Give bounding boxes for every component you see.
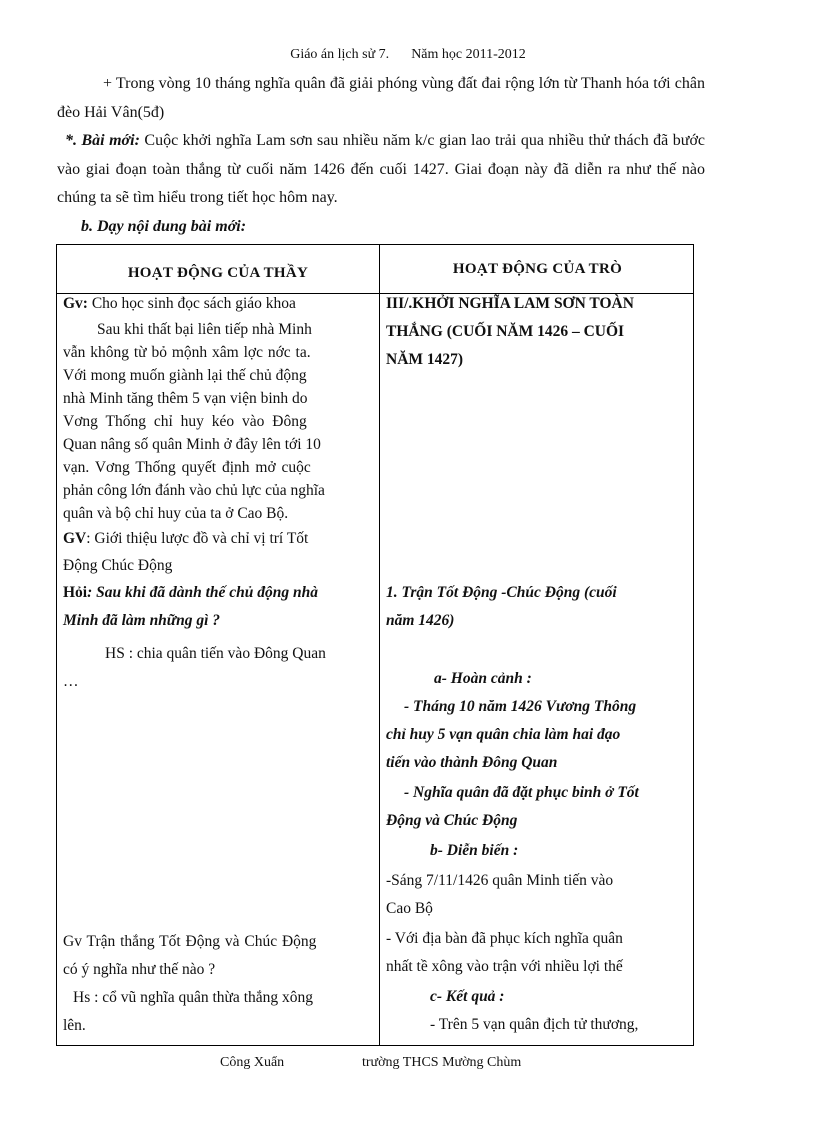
student-line: c- Kết quả : (430, 988, 505, 1005)
student-line: -Sáng 7/11/1426 quân Minh tiến vào (386, 872, 614, 889)
student-line: tiến vào thành Đông Quan (386, 754, 558, 771)
teacher-line: Gv: Cho học sinh đọc sách giáo khoa (63, 295, 296, 312)
teacher-line: phản công lớn đánh vào chủ lực của nghĩa (63, 482, 325, 499)
teacher-line: HS : chia quân tiến vào Đông Quan (105, 645, 326, 662)
teacher-line: Hs : cổ vũ nghĩa quân thừa thắng xông (73, 989, 314, 1006)
teacher-line: Với mong muốn giành lại thế chủ động (63, 367, 307, 384)
footer-school: trường THCS Mường Chùm (362, 1055, 522, 1070)
student-line: - Với địa bàn đã phục kích nghĩa quân (386, 930, 623, 947)
teacher-line: vẫn không từ bỏ mộnh xâm lợc nớc ta. (63, 344, 311, 361)
student-line: a- Hoàn cảnh : (434, 670, 532, 687)
student-line: 1. Trận Tốt Động -Chúc Động (cuối (386, 584, 617, 601)
teacher-line: Sau khi thất bại liên tiếp nhà Minh (97, 321, 312, 338)
lesson-intro (57, 70, 705, 241)
header-school-year: Năm học 2011-2012 (411, 47, 526, 62)
student-line: NĂM 1427) (386, 351, 464, 368)
student-column-header: HOẠT ĐỘNG CỦA TRÒ (452, 260, 623, 277)
intro-paragraph-2 (57, 127, 705, 213)
student-line: nhất tề xông vào trận với nhiều lợi thế (386, 958, 623, 975)
teacher-line: Hỏi: Sau khi đã dành thế chủ động nhà (63, 584, 318, 601)
teacher-line: nhà Minh tăng thêm 5 vạn viện binh do (63, 390, 308, 407)
student-line: năm 1426) (386, 612, 455, 629)
teacher-line: quân và bộ chỉ huy của ta ở Cao Bộ. (63, 505, 289, 522)
teacher-column-header: HOẠT ĐỘNG CỦA THẦY (127, 264, 309, 281)
student-line: b- Diễn biến : (430, 842, 519, 859)
student-line: - Trên 5 vạn quân địch tử thương, (430, 1016, 639, 1033)
header-subject: Giáo án lịch sử 7. (290, 47, 390, 62)
teacher-line: … (63, 673, 79, 690)
teacher-line: Vơng Thống chỉ huy kéo vào Đông (63, 413, 307, 430)
student-line: III/.KHỞI NGHĨA LAM SƠN TOÀN (386, 295, 634, 312)
teacher-line: Động Chúc Động (63, 557, 173, 574)
intro-paragraph-1: + Trong vòng 10 tháng nghĩa quân đã giải phóng vùng đất đai rộng lớn từ Thanh hóa tới chân đèo Hải Vân(5đ) (57, 75, 705, 121)
column-divider (379, 245, 380, 1045)
teacher-line: GV: Giới thiệu lược đồ và chỉ vị trí Tốt (63, 530, 309, 547)
teacher-line: Minh đã làm những gì ? (63, 612, 221, 629)
student-line: - Nghĩa quân đã đặt phục binh ở Tốt (404, 784, 639, 801)
student-line: THẮNG (CUỐI NĂM 1426 – CUỐI (386, 323, 625, 340)
teacher-line: Gv Trận thắng Tốt Động và Chúc Động (63, 933, 317, 950)
teacher-line: Quan nâng số quân Minh ở đây lên tới 10 (63, 436, 321, 453)
teacher-line: lên. (63, 1017, 86, 1034)
page-header (0, 47, 816, 63)
activity-table (56, 244, 694, 1046)
student-line: chỉ huy 5 vạn quân chia làm hai đạo (386, 726, 621, 743)
teacher-line: vạn. Vơng Thống quyết định mở cuộc (63, 459, 311, 476)
student-line: Động và Chúc Động (386, 812, 518, 829)
student-line: - Tháng 10 năm 1426 Vương Thông (404, 698, 637, 715)
footer-author: Công Xuẩn (220, 1055, 285, 1070)
new-lesson-label: *. Bài mới: (65, 132, 140, 149)
teacher-line: có ý nghĩa như thế nào ? (63, 961, 216, 978)
new-lesson-text: Cuộc khởi nghĩa Lam sơn sau nhiều năm k/c gian lao trải qua nhiều thử thách đã bước vào giai đoạn toàn thắng từ cuối năm 1426 đến cuối 1427. Giai đoạn này đã diễn ra như thế nào chúng ta sẽ tìm hiểu trong tiết học hôm nay. (57, 132, 706, 206)
section-subheading: b. Dạy nội dung bài mới: (81, 217, 247, 235)
student-line: Cao Bộ (386, 900, 433, 917)
